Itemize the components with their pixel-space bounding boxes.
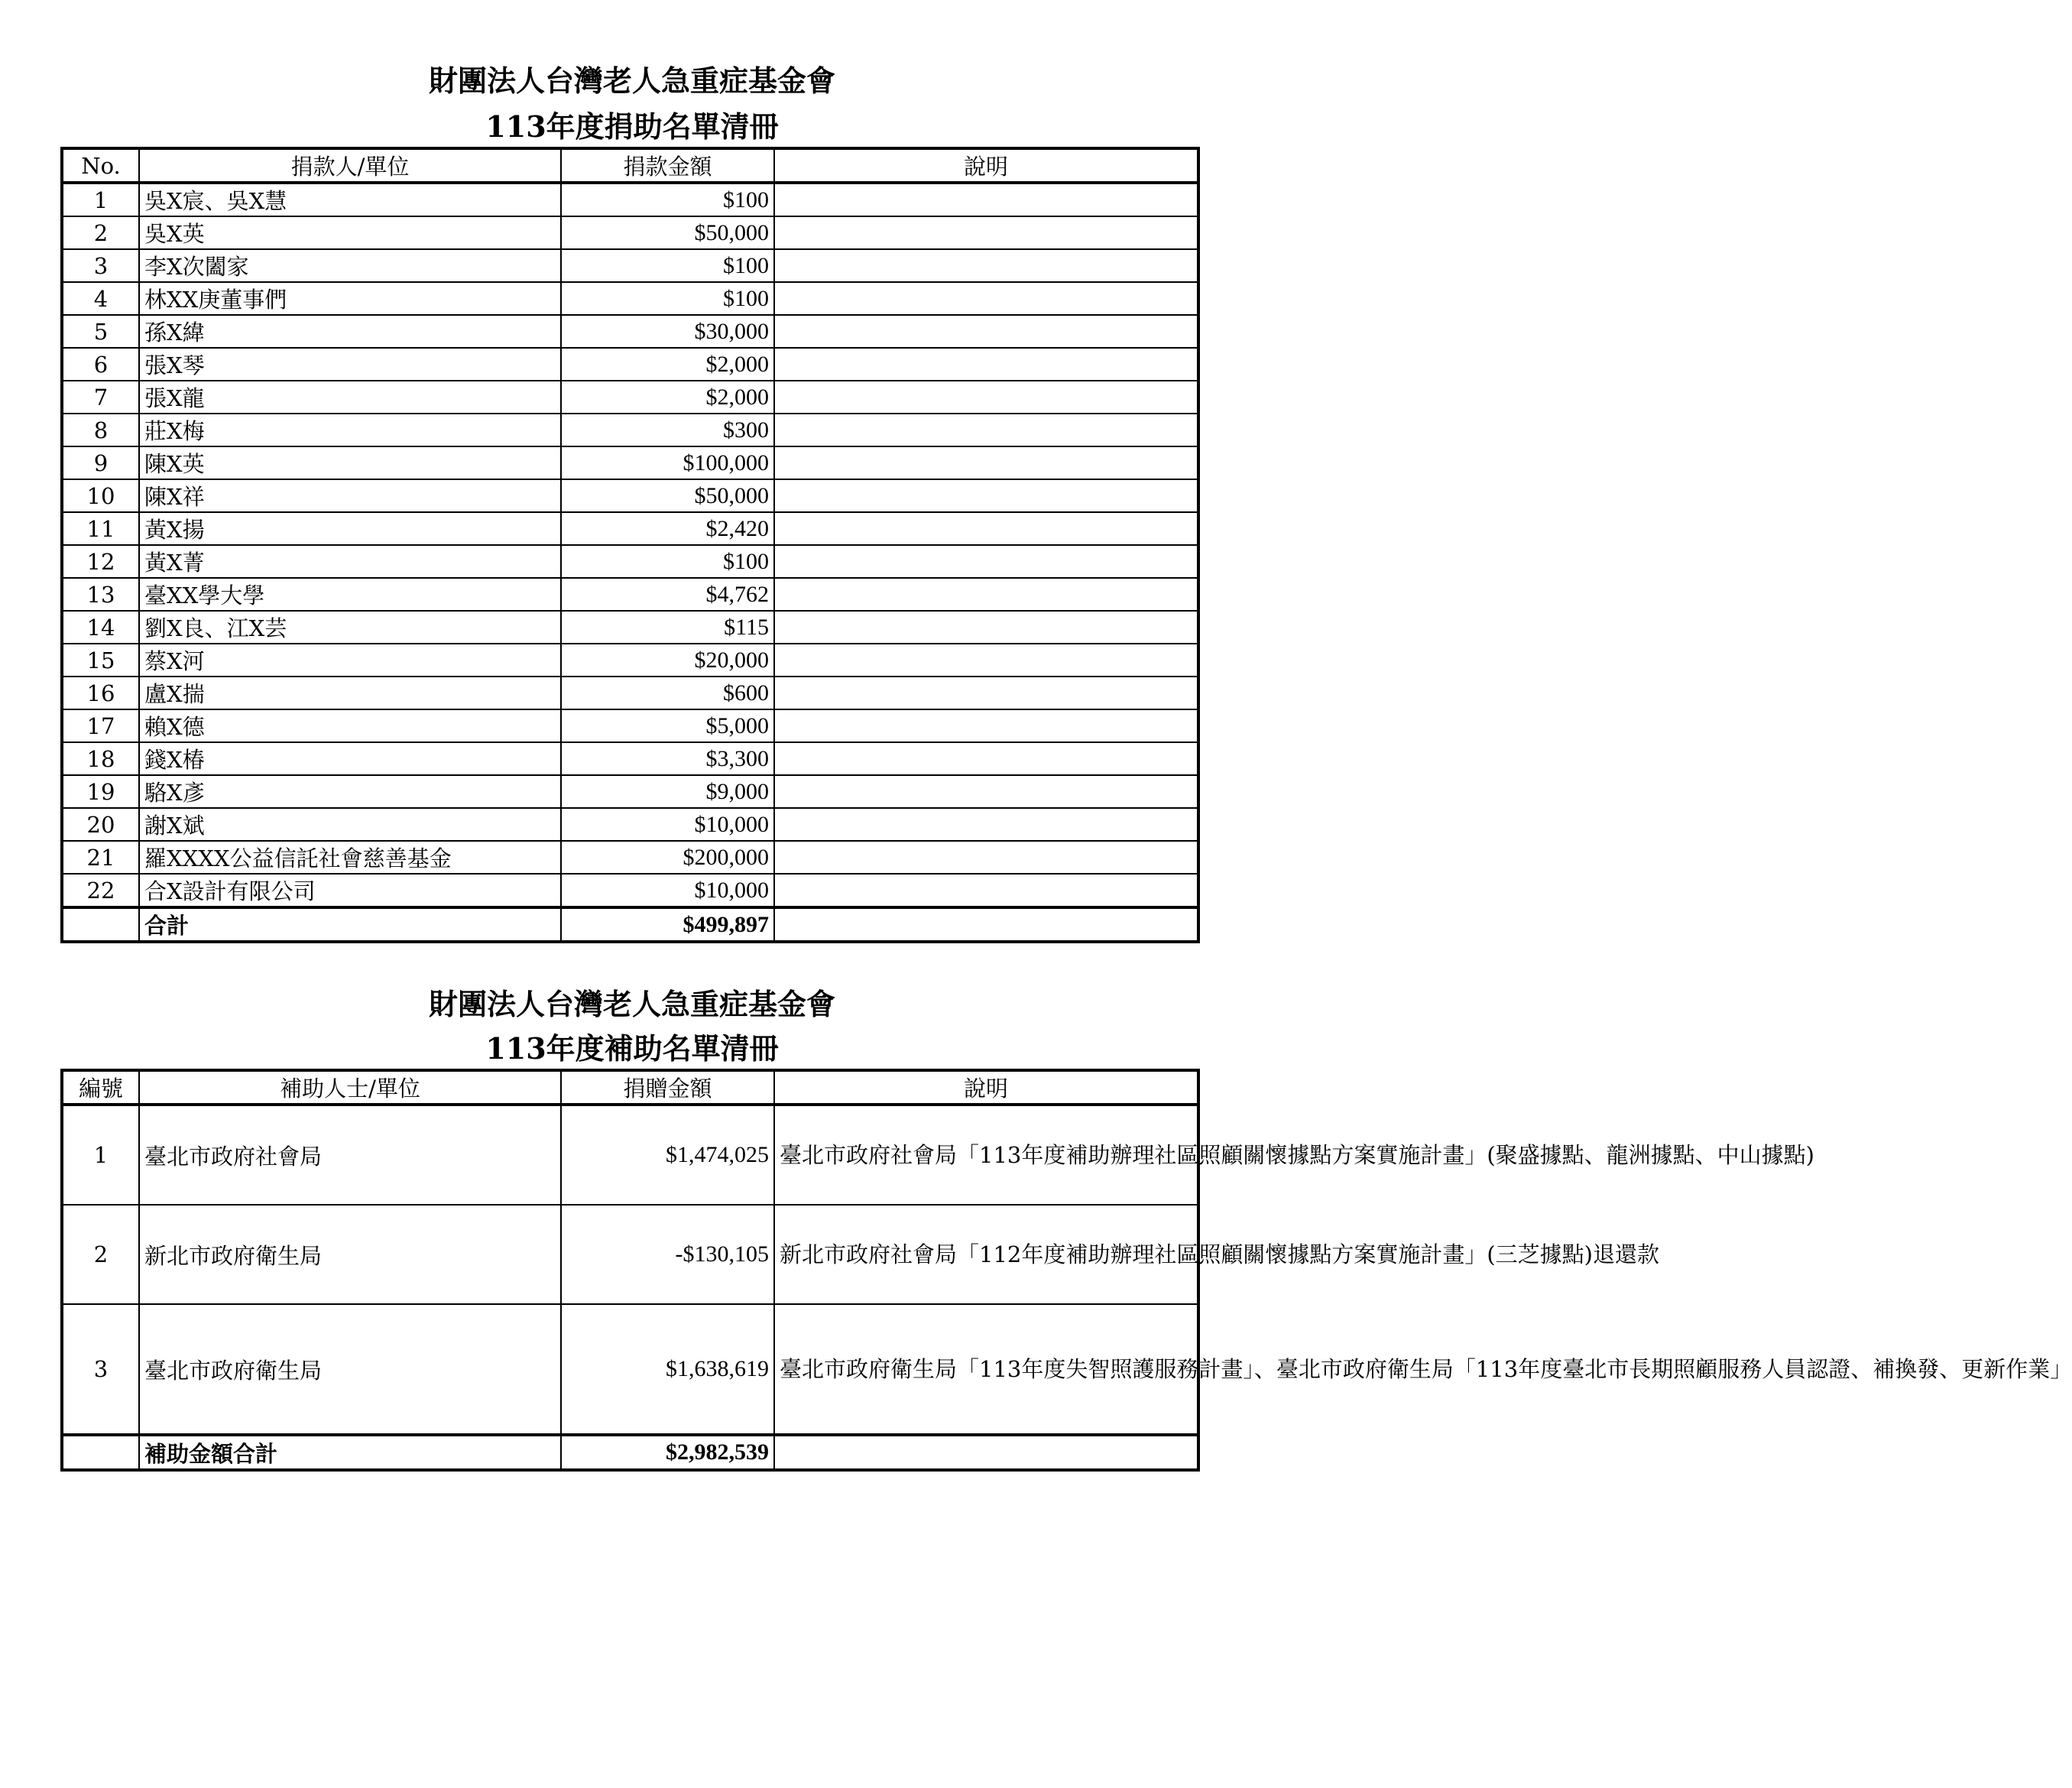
row-number: 10 — [62, 479, 139, 512]
subsidy-note: 新北市政府社會局「112年度補助辦理社區照顧關懷據點方案實施計畫」(三芝據點)退還款 — [774, 1205, 1198, 1304]
total-no-cell — [62, 907, 139, 942]
table-row — [62, 545, 1198, 578]
donation-note — [774, 775, 1198, 808]
donation-note — [774, 874, 1198, 907]
donation-amount: $100,000 — [561, 446, 774, 479]
table-row — [62, 874, 1198, 907]
row-number: 22 — [62, 874, 139, 907]
donation-note — [774, 578, 1198, 611]
row-number: 11 — [62, 512, 139, 545]
donor-name: 盧X揣 — [139, 677, 561, 709]
donor-name: 黃X菁 — [139, 545, 561, 578]
donation-note — [774, 282, 1198, 315]
donation-amount: $100 — [561, 249, 774, 282]
row-number: 3 — [62, 249, 139, 282]
donor-name: 吳X宸、吳X慧 — [139, 183, 561, 216]
recipient-name: 新北市政府衛生局 — [139, 1205, 561, 1304]
table-row — [62, 249, 1198, 282]
header-note: 說明 — [774, 148, 1198, 183]
row-number: 6 — [62, 348, 139, 381]
subsidy-total-amount: $2,982,539 — [561, 1435, 774, 1470]
donation-amount: $9,000 — [561, 775, 774, 808]
table-row — [62, 709, 1198, 742]
donation-amount: $300 — [561, 414, 774, 446]
header-name: 補助人士/單位 — [139, 1070, 561, 1105]
donation-note — [774, 709, 1198, 742]
table-row — [62, 1304, 1198, 1435]
donation-note — [774, 414, 1198, 446]
table-row — [62, 512, 1198, 545]
subsidy-table — [60, 1069, 2072, 1472]
table-row — [62, 677, 1198, 709]
row-number: 1 — [62, 1105, 139, 1205]
donation-note — [774, 644, 1198, 677]
donor-name: 張X龍 — [139, 381, 561, 414]
donation-amount: $3,300 — [561, 742, 774, 775]
donation-amount: $2,000 — [561, 381, 774, 414]
table-row — [62, 381, 1198, 414]
donation-note — [774, 742, 1198, 775]
donation-note — [774, 479, 1198, 512]
header-amount: 捐贈金額 — [561, 1070, 774, 1105]
row-number: 9 — [62, 446, 139, 479]
donation-note — [774, 841, 1198, 874]
donation-header-row — [62, 148, 1198, 183]
total-note-cell — [774, 1435, 1198, 1470]
table-row — [62, 808, 1198, 841]
donation-amount: $4,762 — [561, 578, 774, 611]
donation-amount: $30,000 — [561, 315, 774, 348]
donation-note — [774, 315, 1198, 348]
donor-name: 臺XX學大學 — [139, 578, 561, 611]
row-number: 20 — [62, 808, 139, 841]
donation-amount: $100 — [561, 545, 774, 578]
donor-name: 陳X英 — [139, 446, 561, 479]
table-row — [62, 216, 1198, 249]
row-number: 1 — [62, 183, 139, 216]
donation-amount: $600 — [561, 677, 774, 709]
subsidy-amount: $1,638,619 — [561, 1304, 774, 1435]
donor-name: 吳X英 — [139, 216, 561, 249]
table-row — [62, 446, 1198, 479]
donor-name: 劉X良、江X芸 — [139, 611, 561, 644]
donation-total-row — [62, 907, 1198, 942]
header-note: 說明 — [774, 1070, 1198, 1105]
subsidy-header-row — [62, 1070, 1198, 1105]
donation-note — [774, 611, 1198, 644]
row-number: 5 — [62, 315, 139, 348]
donation-amount: $50,000 — [561, 479, 774, 512]
donation-note — [774, 808, 1198, 841]
donation-title-line1: 財團法人台灣老人急重症基金會 — [428, 63, 835, 98]
table-row — [62, 841, 1198, 874]
subsidy-amount: $1,474,025 — [561, 1105, 774, 1205]
donation-amount: $115 — [561, 611, 774, 644]
donation-amount: $2,420 — [561, 512, 774, 545]
donor-name: 羅XXXX公益信託社會慈善基金 — [139, 841, 561, 874]
donation-note — [774, 216, 1198, 249]
donation-amount: $100 — [561, 282, 774, 315]
subsidy-note: 臺北市政府社會局「113年度補助辦理社區照顧關懷據點方案實施計畫」(聚盛據點、龍洲據點、中山據點) — [774, 1105, 1198, 1205]
subsidy-title-line2: 113年度補助名單清冊 — [485, 1031, 779, 1066]
donor-name: 合X設計有限公司 — [139, 874, 561, 907]
subsidy-total-label: 補助金額合計 — [139, 1435, 561, 1470]
header-name: 捐款人/單位 — [139, 148, 561, 183]
row-number: 14 — [62, 611, 139, 644]
table-row — [62, 414, 1198, 446]
donation-amount: $10,000 — [561, 874, 774, 907]
donor-name: 駱X彥 — [139, 775, 561, 808]
table-row — [62, 742, 1198, 775]
table-row — [62, 348, 1198, 381]
donor-name: 林XX庚董事們 — [139, 282, 561, 315]
donor-name: 錢X椿 — [139, 742, 561, 775]
header-no: 編號 — [62, 1070, 139, 1105]
donation-amount: $100 — [561, 183, 774, 216]
donation-total-amount: $499,897 — [561, 907, 774, 942]
row-number: 3 — [62, 1304, 139, 1435]
donor-name: 孫X緯 — [139, 315, 561, 348]
table-row — [62, 644, 1198, 677]
row-number: 13 — [62, 578, 139, 611]
subsidy-title-line1: 財團法人台灣老人急重症基金會 — [428, 987, 835, 1021]
header-no: No. — [62, 148, 139, 183]
total-note-cell — [774, 907, 1198, 942]
row-number: 12 — [62, 545, 139, 578]
table-row — [62, 1105, 1198, 1205]
donation-note — [774, 381, 1198, 414]
subsidy-total-row — [62, 1435, 1198, 1470]
donation-note — [774, 183, 1198, 216]
recipient-name: 臺北市政府衛生局 — [139, 1304, 561, 1435]
donation-note — [774, 512, 1198, 545]
table-row — [62, 578, 1198, 611]
row-number: 8 — [62, 414, 139, 446]
donor-name: 莊X梅 — [139, 414, 561, 446]
donation-total-label: 合計 — [139, 907, 561, 942]
row-number: 19 — [62, 775, 139, 808]
row-number: 21 — [62, 841, 139, 874]
table-row — [62, 183, 1198, 216]
donor-name: 謝X斌 — [139, 808, 561, 841]
donation-note — [774, 446, 1198, 479]
table-row — [62, 611, 1198, 644]
donation-title-line2: 113年度捐助名單清冊 — [485, 109, 779, 144]
row-number: 15 — [62, 644, 139, 677]
donation-amount: $10,000 — [561, 808, 774, 841]
donor-name: 張X琴 — [139, 348, 561, 381]
row-number: 16 — [62, 677, 139, 709]
donation-note — [774, 249, 1198, 282]
donation-note — [774, 348, 1198, 381]
table-row — [62, 282, 1198, 315]
donor-name: 賴X德 — [139, 709, 561, 742]
row-number: 17 — [62, 709, 139, 742]
row-number: 4 — [62, 282, 139, 315]
header-amount: 捐款金額 — [561, 148, 774, 183]
donation-amount: $50,000 — [561, 216, 774, 249]
donation-table — [60, 147, 1200, 943]
donor-name: 黃X揚 — [139, 512, 561, 545]
total-no-cell — [62, 1435, 139, 1470]
donor-name: 李X次闔家 — [139, 249, 561, 282]
row-number: 2 — [62, 1205, 139, 1304]
donation-amount: $2,000 — [561, 348, 774, 381]
table-row — [62, 1205, 1198, 1304]
row-number: 18 — [62, 742, 139, 775]
donation-amount: $200,000 — [561, 841, 774, 874]
table-row — [62, 775, 1198, 808]
recipient-name: 臺北市政府社會局 — [139, 1105, 561, 1205]
donation-amount: $20,000 — [561, 644, 774, 677]
donation-note — [774, 677, 1198, 709]
donor-name: 蔡X河 — [139, 644, 561, 677]
table-row — [62, 479, 1198, 512]
donation-amount: $5,000 — [561, 709, 774, 742]
table-row — [62, 315, 1198, 348]
donor-name: 陳X祥 — [139, 479, 561, 512]
row-number: 2 — [62, 216, 139, 249]
donation-note — [774, 545, 1198, 578]
row-number: 7 — [62, 381, 139, 414]
subsidy-note: 臺北市政府衛生局「113年度失智照護服務計畫」、臺北市政府衛生局「113年度臺北市長期照顧服務人員認證、補換發、更新作業」 — [774, 1304, 1198, 1435]
subsidy-amount: -$130,105 — [561, 1205, 774, 1304]
